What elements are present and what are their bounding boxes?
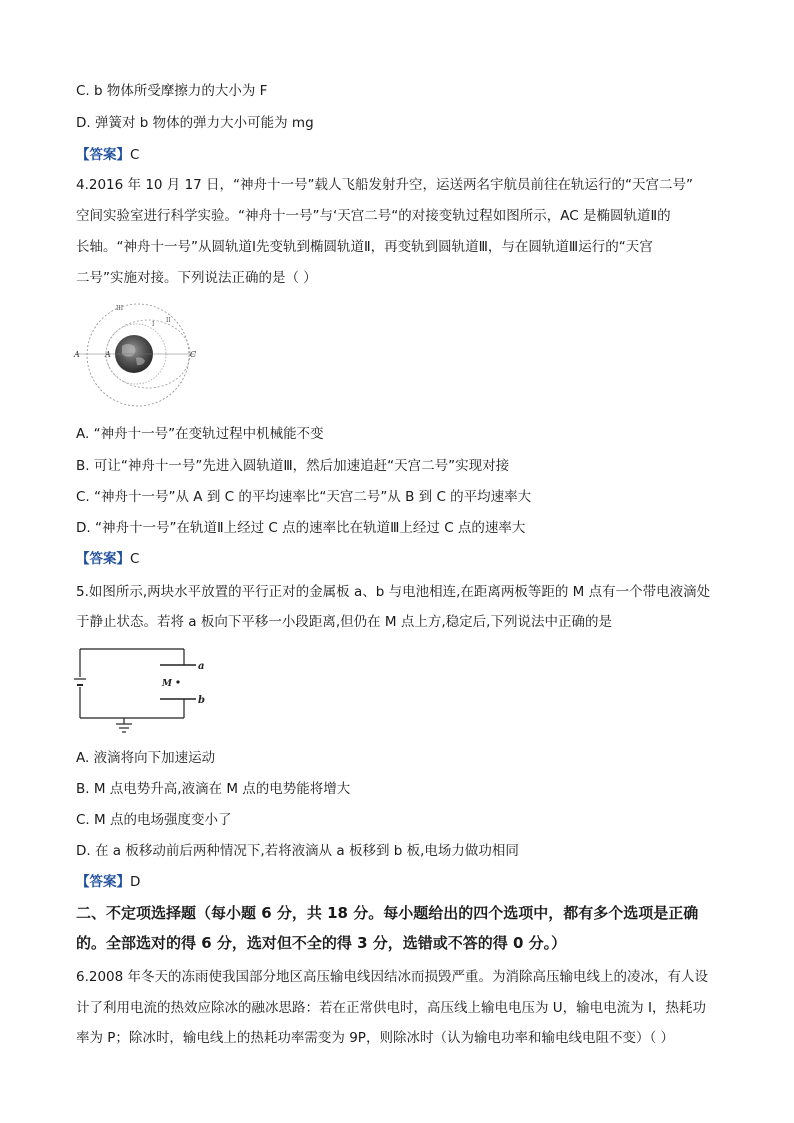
orbit-figure <box>72 300 200 412</box>
q4-option-d: D. “神舟十一号”在轨道Ⅱ上经过 C 点的速率比在轨道Ⅲ上经过 C 点的速率大 <box>76 520 526 536</box>
label-a-outer: A <box>74 350 80 359</box>
q6-stem-line-1: 6.2008 年冬天的冻雨使我国部分地区高压输电线因结冰而损毁严重。为消除高压输电线上的凌冰，有人设 <box>76 969 709 985</box>
label-orbit-iii: III <box>116 305 124 312</box>
q4-option-a: A. “神舟十一号”在变轨过程中机械能不变 <box>76 426 324 442</box>
label-m: M <box>162 679 172 689</box>
label-a-inner: A <box>105 350 111 359</box>
q4-stem-line-4: 二号”实施对接。下列说法正确的是（ ） <box>76 270 317 286</box>
q4-answer <box>76 549 139 569</box>
section-heading-line-1: 二、不定项选择题（每小题 6 分，共 18 分。每小题给出的四个选项中，都有多个选项是正确 <box>76 904 699 922</box>
answer-bracket: 【答案】 <box>76 147 130 163</box>
label-c: C <box>190 350 197 359</box>
label-a: a <box>198 661 205 672</box>
circuit-figure <box>72 646 212 738</box>
q5-option-a: A. 液滴将向下加速运动 <box>76 750 216 766</box>
q3-option-c: C. b 物体所受摩擦力的大小为 F <box>76 83 268 99</box>
point-m-dot <box>176 680 179 683</box>
q5-answer <box>76 872 140 892</box>
q3-answer <box>76 145 139 165</box>
q6-stem-line-2: 计了利用电流的热效应除冰的融冰思路：若在正常供电时，高压线上输电电压为 U，输电电流为 I，热耗功 <box>76 1000 706 1016</box>
q4-option-b: B. 可让“神舟十一号”先进入圆轨道Ⅲ，然后加速追赶“天宫二号”实现对接 <box>76 458 510 474</box>
label-orbit-i: I <box>152 321 155 328</box>
q5-stem-line-1: 5.如图所示,两块水平放置的平行正对的金属板 a、b 与电池相连,在距离两板等距的 M 点有一个带电液滴处 <box>76 584 711 600</box>
label-b: b <box>198 695 205 706</box>
label-orbit-ii: II <box>166 317 171 324</box>
q4-stem-line-2: 空间实验室进行科学实验。“神舟十一号”与‘天宫二号“的对接变轨过程如图所示，AC 是椭圆轨道Ⅱ的 <box>76 208 671 224</box>
answer-bracket: 【答案】 <box>76 551 130 567</box>
q5-option-d: D. 在 a 板移动前后两种情况下,若将液滴从 a 板移到 b 板,电场力做功相同 <box>76 843 519 859</box>
q5-option-b: B. M 点电势升高,液滴在 M 点的电势能将增大 <box>76 781 351 797</box>
answer-value: C <box>130 147 140 163</box>
q6-stem-line-3: 率为 P；除冰时，输电线上的热耗功率需变为 9P，则除冰时（认为输电功率和输电线电阻不变）（ ） <box>76 1030 674 1046</box>
section-heading-line-2: 的。全部选对的得 6 分，选对但不全的得 3 分，选错或不答的得 0 分。） <box>76 934 567 952</box>
answer-value: C <box>130 551 140 567</box>
q4-stem-line-3: 长轴。“神舟十一号”从圆轨道Ⅰ先变轨到椭圆轨道Ⅱ，再变轨到圆轨道Ⅲ，与在圆轨道Ⅲ运行的“天宫 <box>76 239 653 255</box>
q5-option-c: C. M 点的电场强度变小了 <box>76 812 232 828</box>
answer-bracket: 【答案】 <box>76 874 130 890</box>
q3-option-d: D. 弹簧对 b 物体的弹力大小可能为 mg <box>76 115 314 131</box>
q4-stem-line-1: 4.2016 年 10 月 17 日，“神舟十一号”载人飞船发射升空，运送两名宇航员前往在轨运行的“天宫二号” <box>76 177 694 193</box>
q5-stem-line-2: 于静止状态。若将 a 板向下平移一小段距离,但仍在 M 点上方,稳定后,下列说法中正确的是 <box>76 614 612 630</box>
answer-value: D <box>130 874 141 890</box>
q4-option-c: C. “神舟十一号”从 A 到 C 的平均速率比“天宫二号”从 B 到 C 的平均速率大 <box>76 489 532 505</box>
